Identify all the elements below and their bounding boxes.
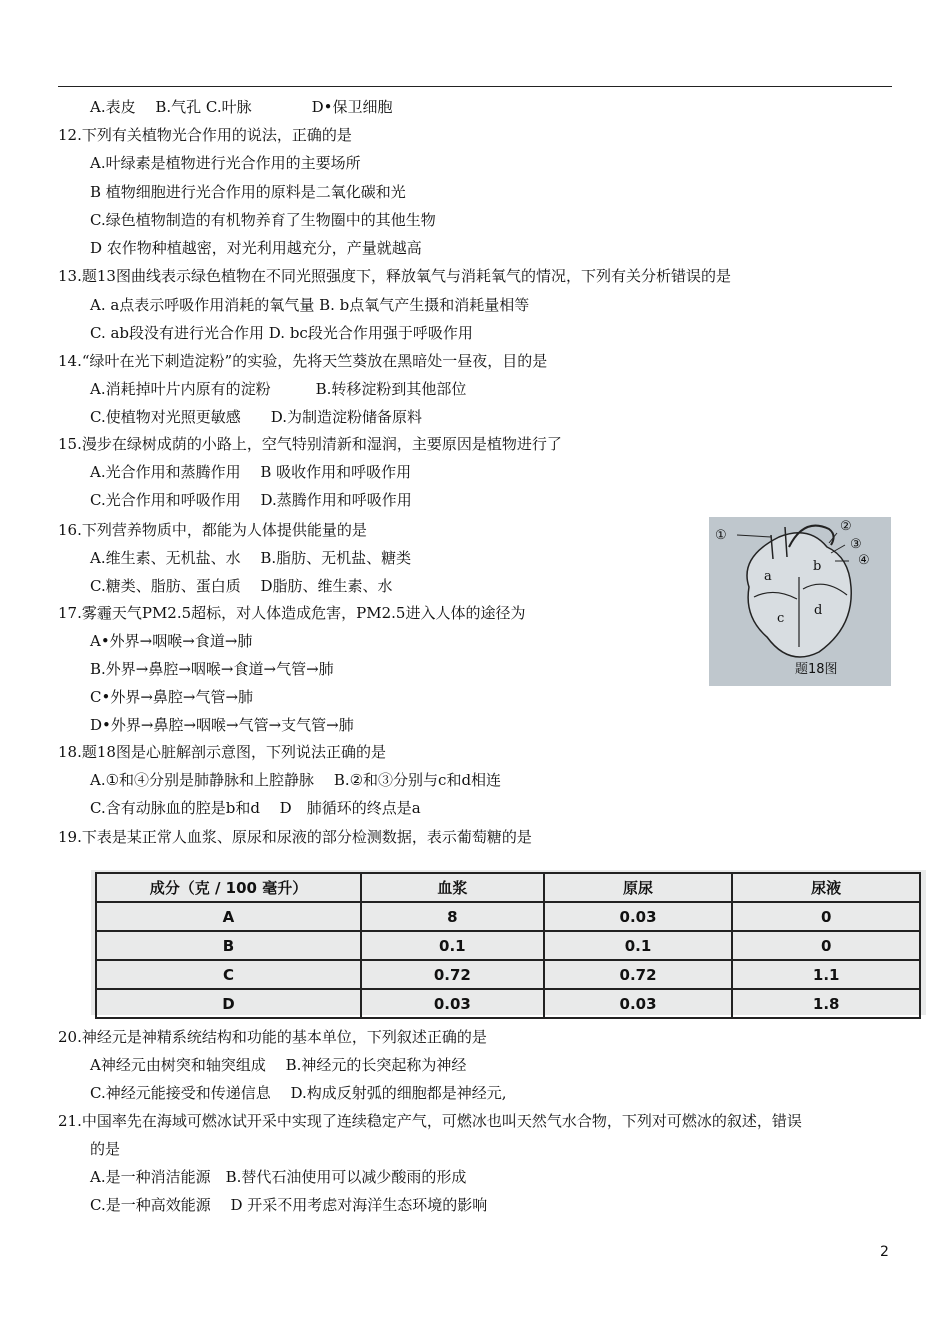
table-cell: B — [96, 931, 361, 960]
q13-options-cd: C. ab段没有进行光合作用 D. bc段光合作用强于呼吸作用 — [90, 324, 473, 342]
q12-stem: 12.下列有关植物光合作用的说法，正确的是 — [58, 126, 352, 144]
q17-option-b: B.外界→鼻腔→咽喉→食道→气管→肺 — [90, 660, 334, 678]
chamber-a: a — [764, 569, 772, 584]
q21-options-cd: C.是一种高效能源 D 开采不用考虑对海洋生态环境的影响 — [90, 1196, 488, 1214]
marker-2: ② — [840, 519, 852, 534]
heart-caption: 题18图 — [795, 662, 838, 677]
table-cell: 0.1 — [361, 931, 544, 960]
marker-3: ③ — [850, 537, 862, 552]
marker-4: ④ — [858, 553, 870, 568]
q19-table — [95, 872, 921, 1019]
q14-stem: 14.“绿叶在光下刺造淀粉”的实验，先将天竺葵放在黑暗处一昼夜，目的是 — [58, 352, 548, 370]
marker-1: ① — [715, 528, 727, 543]
table-header: 原尿 — [544, 873, 733, 902]
q16-options-cd: C.糖类、脂肪、蛋白质 D脂肪、维生素、水 — [90, 577, 393, 595]
q19-table-image — [91, 870, 926, 1015]
heart-diagram — [709, 517, 891, 686]
q19-stem: 19.下表是某正常人血浆、原尿和尿液的部分检测数据，表示葡萄糖的是 — [58, 828, 532, 846]
chamber-d: d — [814, 603, 823, 618]
q16-stem: 16.下列营养物质中，都能为人体提供能量的是 — [58, 521, 367, 539]
q16-options-ab: A.维生素、无机盐、水 B.脂肪、无机盐、糖类 — [90, 549, 412, 567]
table-row — [96, 989, 920, 1018]
q20-options-cd: C.神经元能接受和传递信息 D.构成反射弧的细胞都是神经元, — [90, 1084, 507, 1102]
q15-stem: 15.漫步在绿树成荫的小路上，空气特别清新和湿润，主要原因是植物进行了 — [58, 435, 562, 453]
table-cell: 0.03 — [544, 989, 733, 1018]
q21-stem-cont: 的是 — [90, 1140, 121, 1158]
table-cell: 1.1 — [732, 960, 920, 989]
q18-options-ab: A.①和④分别是肺静脉和上腔静脉 B.②和③分别与c和d相连 — [90, 771, 502, 789]
table-row — [96, 931, 920, 960]
table-cell: 8 — [361, 902, 544, 931]
q12-option-c: C.绿色植物制造的有机物养育了生物圈中的其他生物 — [90, 211, 436, 229]
q12-option-b: B 植物细胞进行光合作用的原料是二氧化碳和光 — [90, 183, 406, 201]
q15-options-ab: A.光合作用和蒸腾作用 B 吸收作用和呼吸作用 — [90, 463, 412, 481]
table-cell: 1.8 — [732, 989, 920, 1018]
chamber-b: b — [813, 559, 822, 574]
q20-options-ab: A神经元由树突和轴突组成 B.神经元的长突起称为神经 — [90, 1056, 467, 1074]
table-cell: 0.1 — [544, 931, 733, 960]
q13-stem: 13.题13图曲线表示绿色植物在不同光照强度下，释放氧气与消耗氧气的情况，下列有关分析错误的是 — [58, 267, 731, 285]
table-cell: 0.03 — [361, 989, 544, 1018]
q18-stem: 18.题18图是心脏解剖示意图，下列说法正确的是 — [58, 743, 386, 761]
table-cell: 0 — [732, 931, 920, 960]
q12-option-a: A.叶绿素是植物进行光合作用的主要场所 — [90, 154, 361, 172]
table-cell: 0.03 — [544, 902, 733, 931]
q13-options-ab: A. a点表示呼吸作用消耗的氧气量 B. b点氧气产生摄和消耗量相等 — [90, 296, 530, 314]
q15-options-cd: C.光合作用和呼吸作用 D.蒸腾作用和呼吸作用 — [90, 491, 412, 509]
table-cell: 0 — [732, 902, 920, 931]
q11-options: A.表皮 B.气孔 C.叶脉 D•保卫细胞 — [90, 98, 393, 116]
q18-options-cd: C.含有动脉血的腔是b和d D 肺循环的终点是a — [90, 799, 421, 817]
table-header: 血浆 — [361, 873, 544, 902]
table-row — [96, 960, 920, 989]
table-header: 成分（克 / 100 毫升） — [96, 873, 361, 902]
q17-option-c: C•外界→鼻腔→气管→肺 — [90, 688, 254, 706]
q21-stem: 21.中国率先在海域可燃冰试开采中实现了连续稳定产气，可燃冰也叫天然气水合物，下列对可燃冰的叙述，错误 — [58, 1112, 802, 1130]
q14-options-ab: A.消耗掉叶片内原有的淀粉 B.转移淀粉到其他部位 — [90, 380, 467, 398]
table-row — [96, 902, 920, 931]
table-cell: 0.72 — [544, 960, 733, 989]
table-cell: C — [96, 960, 361, 989]
q17-stem: 17.雾霾天气PM2.5超标，对人体造成危害，PM2.5进入人体的途径为 — [58, 604, 526, 622]
table-cell: 0.72 — [361, 960, 544, 989]
q21-options-ab: A.是一种消洁能源 B.替代石油使用可以减少酸雨的形成 — [90, 1168, 467, 1186]
chamber-c: c — [777, 611, 785, 626]
table-cell: D — [96, 989, 361, 1018]
table-header: 尿液 — [732, 873, 920, 902]
table-cell: A — [96, 902, 361, 931]
q17-option-d: D•外界→鼻腔→咽喉→气管→支气管→肺 — [90, 716, 354, 734]
q14-options-cd: C.使植物对光照更敏感 D.为制造淀粉储备原料 — [90, 408, 422, 426]
q20-stem: 20.神经元是神精系统结构和功能的基本单位，下列叙述正确的是 — [58, 1028, 487, 1046]
q17-option-a: A•外界→咽喉→食道→肺 — [90, 632, 253, 650]
page-number: 2 — [880, 1244, 889, 1260]
table-header-row — [96, 873, 920, 902]
header-rule — [58, 86, 892, 87]
q12-option-d: D 农作物种植越密，对光利用越充分，产量就越高 — [90, 239, 422, 257]
